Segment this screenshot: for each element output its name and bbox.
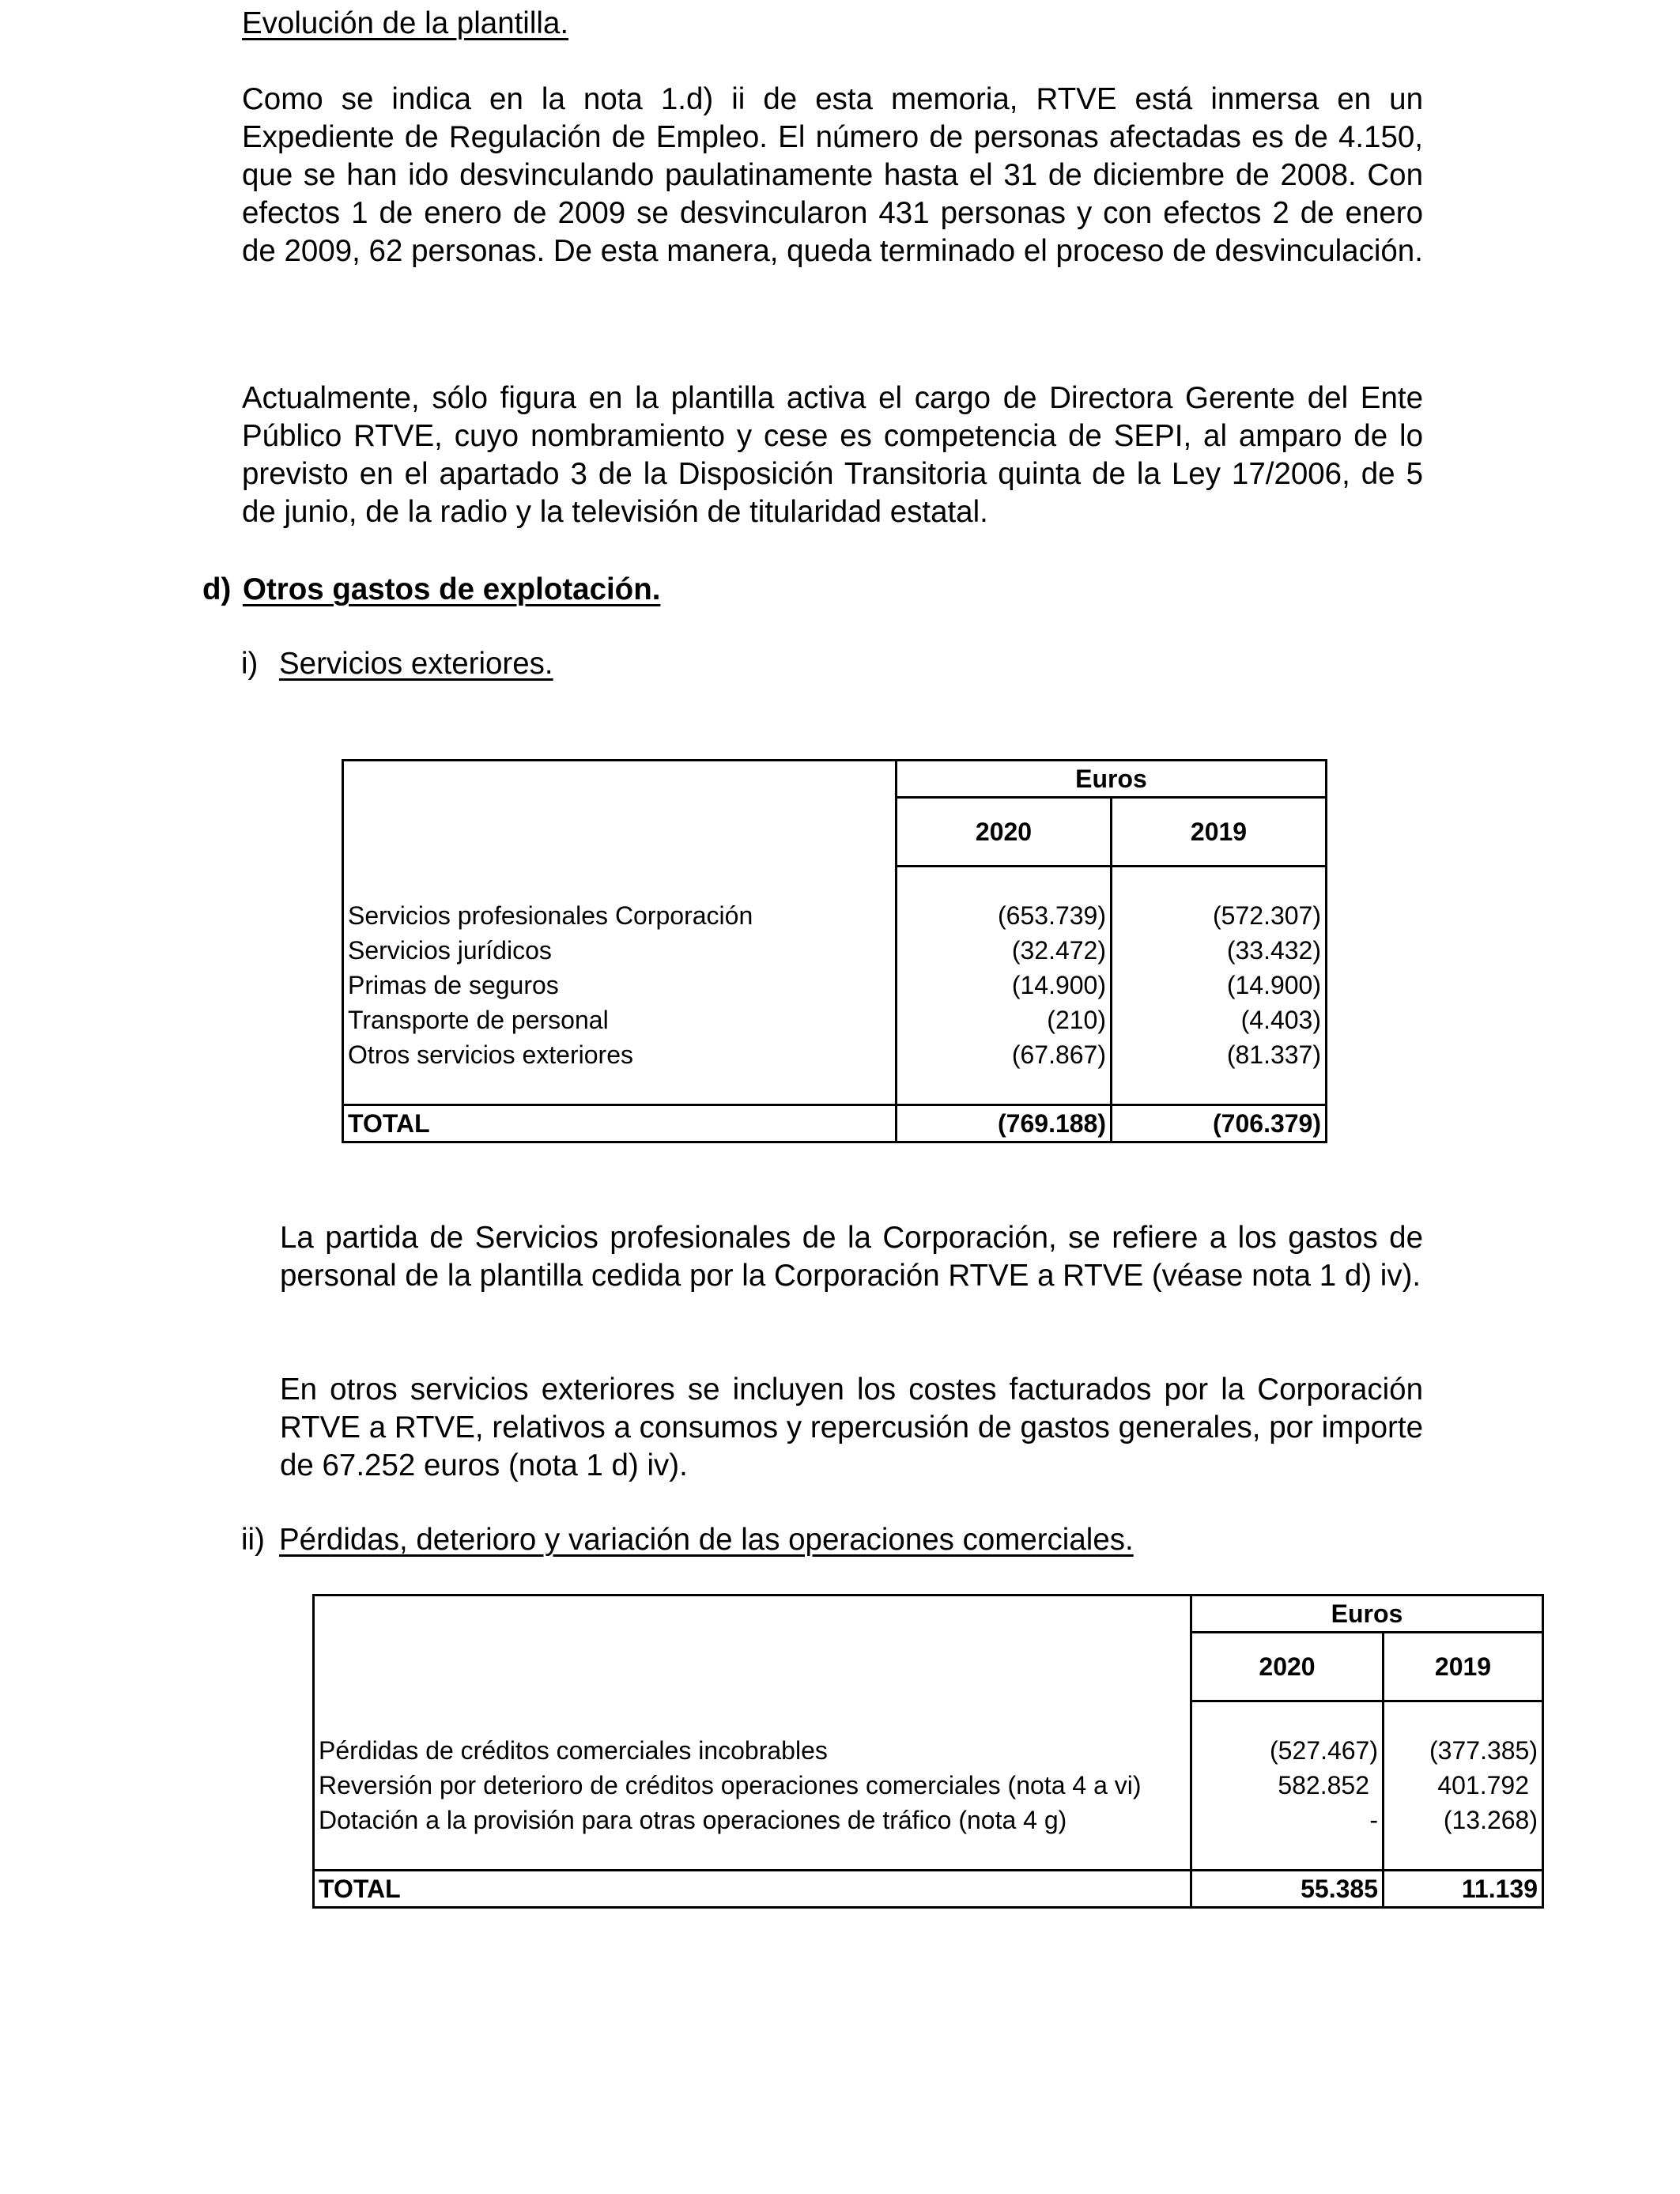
servicios-exteriores-table — [342, 759, 1327, 1143]
table2-currency-header: Euros — [1191, 1595, 1543, 1633]
perdidas-deterioro-table — [312, 1594, 1544, 1909]
table1-year-2019: 2019 — [1112, 798, 1327, 867]
paragraph-ere: Como se indica en la nota 1.d) ii de esta memoria, RTVE está inmersa en un Expediente de Regulación de Empleo. El número de personas afectadas es de 4.150, que se han ido desvinculando paulatinamente hasta el 31 de diciembre de 2008. Con efectos 1 de enero de 2009 se desvincularon 431 personas y con efectos 2 de enero de 2009, 62 personas. De esta manera, queda terminado el proceso de desvinculación. — [242, 82, 1423, 268]
table2-header-blank — [314, 1595, 1191, 1701]
paragraph-otros-servicios: En otros servicios exteriores se incluyen los costes facturados por la Corporación RTVE a RTVE, relativos a consumos y repercusión de gastos generales, por importe de 67.252 euros (nota 1 d) iv). — [280, 1373, 1423, 1482]
subsection-i-label: i) — [241, 647, 259, 681]
paragraph-servicios-profesionales: La partida de Servicios profesionales de la Corporación, se refiere a los gastos de personal de la plantilla cedida por la Corporación RTVE a RTVE (véase nota 1 d) iv). — [280, 1221, 1423, 1293]
section-d-title: Otros gastos de explotación. — [243, 572, 661, 606]
table-row: Dotación a la provisión para otras operaciones de tráfico (nota 4 g) - (13.268) — [314, 1803, 1543, 1837]
paragraph-plantilla-activa: Actualmente, sólo figura en la plantilla activa el cargo de Directora Gerente del Ente Público RTVE, cuyo nombramiento y cese es competencia de SEPI, al amparo de lo previsto en el apartado 3 de la Disposición Transitoria quinta de la Ley 17/2006, de 5 de junio, de la radio y la televisión de titularidad estatal. — [242, 381, 1423, 529]
table-row: Transporte de personal (210) (4.403) — [343, 1003, 1327, 1037]
heading-plantilla: Evolución de la plantilla. — [242, 6, 569, 40]
subsection-ii-title: Pérdidas, deterioro y variación de las operaciones comerciales. — [279, 1523, 1134, 1557]
section-d-label: d) — [202, 572, 232, 606]
table-total-row: TOTAL (769.188) (706.379) — [343, 1105, 1327, 1142]
table2-year-2020: 2020 — [1191, 1633, 1384, 1701]
table-row: Pérdidas de créditos comerciales incobrables (527.467) (377.385) — [314, 1733, 1543, 1768]
table1-header-blank — [343, 761, 897, 867]
table-row: Otros servicios exteriores (67.867) (81.337) — [343, 1037, 1327, 1072]
table2-year-2019: 2019 — [1384, 1633, 1543, 1701]
subsection-i-heading — [241, 645, 553, 683]
subsection-ii-label: ii) — [241, 1523, 265, 1557]
table-row: Servicios jurídicos (32.472) (33.432) — [343, 933, 1327, 968]
subsection-ii-heading — [241, 1521, 1134, 1559]
table1-currency-header: Euros — [897, 761, 1327, 798]
subsection-i-title: Servicios exteriores. — [279, 647, 553, 681]
table-row: Primas de seguros (14.900) (14.900) — [343, 968, 1327, 1003]
table-total-row: TOTAL 55.385 11.139 — [314, 1870, 1543, 1907]
table1-year-2020: 2020 — [897, 798, 1112, 867]
table-row: Servicios profesionales Corporación (653.739) (572.307) — [343, 898, 1327, 933]
table-row: Reversión por deterioro de créditos operaciones comerciales (nota 4 a vi) 582.852 401.792 — [314, 1768, 1543, 1803]
section-d-heading — [202, 571, 660, 609]
